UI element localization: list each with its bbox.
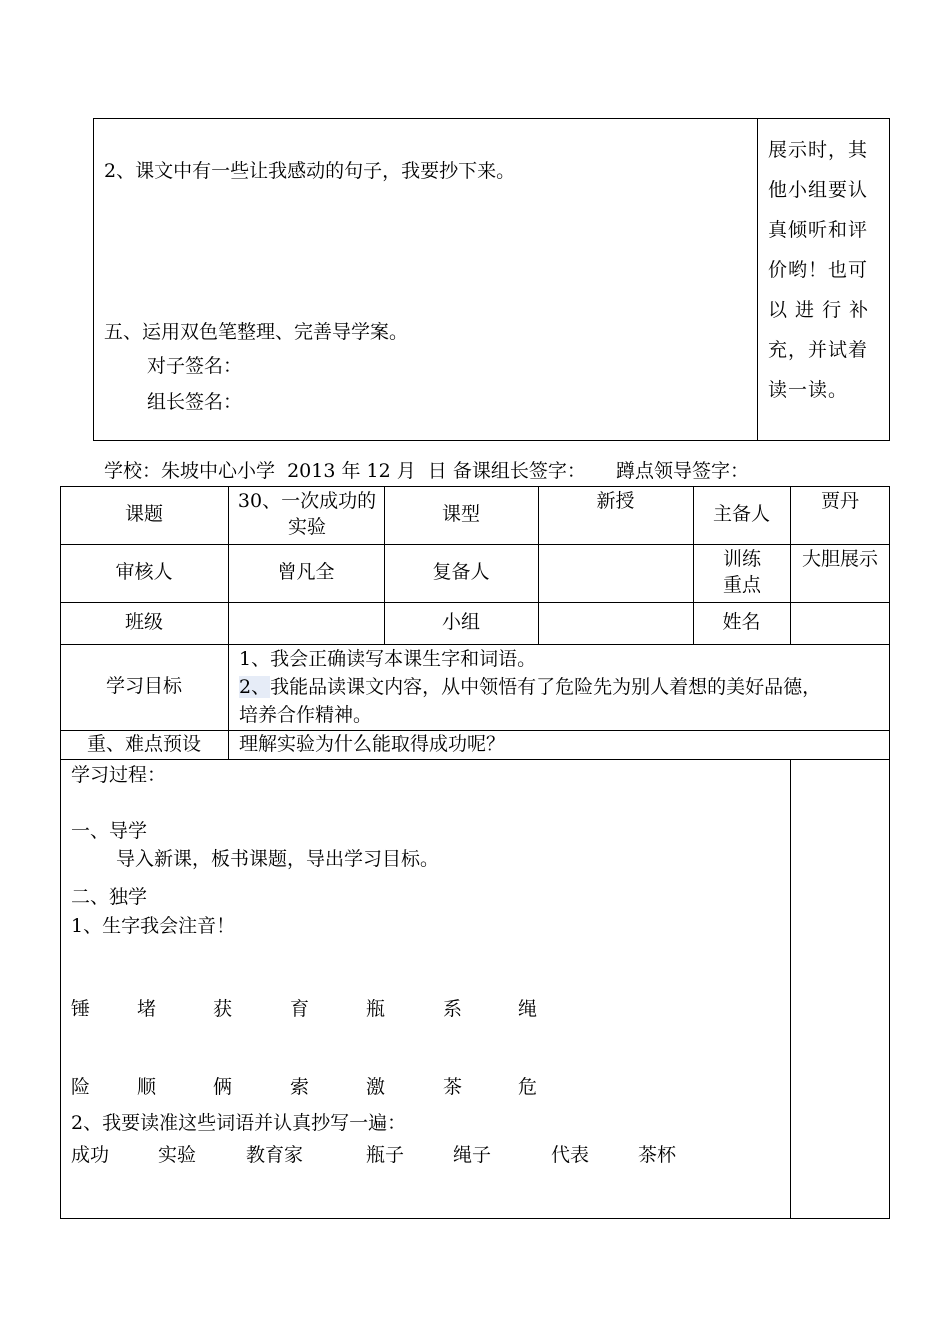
main-prep-label: 主备人 — [712, 503, 770, 526]
practice-item: 瓶子 — [366, 1144, 405, 1166]
topic-label: 课题 — [124, 503, 163, 526]
side-note-line: 以 进 行 补 — [768, 299, 870, 321]
practice-item: 茶 — [443, 1076, 463, 1098]
practice-item: 索 — [290, 1076, 310, 1098]
side-note-line: 真倾听和评 — [768, 219, 869, 241]
name-label: 姓名 — [722, 611, 761, 634]
side-note-line: 展示时，其 — [768, 139, 869, 161]
upper-section-divider — [757, 118, 758, 441]
difficulty-value: 理解实验为什么能取得成功呢？ — [239, 733, 506, 755]
side-note-line: 价哟！也可 — [768, 259, 869, 281]
type-value: 新授 — [596, 490, 635, 512]
class-value — [228, 602, 384, 644]
side-note-line: 读一读。 — [768, 379, 849, 401]
group-label: 小组 — [441, 611, 480, 634]
practice-item: 险 — [71, 1076, 91, 1098]
topic-value: 30、一次成功的实验 — [237, 490, 377, 538]
goals-label: 学习目标 — [105, 675, 182, 698]
practice-item: 教育家 — [246, 1144, 304, 1166]
practice-item: 瓶 — [366, 998, 386, 1020]
name-value — [790, 602, 890, 644]
focus-label: 训练重点 — [722, 548, 761, 596]
reviewer-value: 曾凡全 — [277, 561, 335, 584]
practice-item: 顺 — [137, 1076, 157, 1098]
process-side-line — [790, 759, 791, 1219]
practice-item: 系 — [443, 998, 463, 1020]
process-title: 学习过程： — [71, 764, 167, 786]
goal-2-text: 我能品读课文内容，从中领悟有了危险先为别人着想的美好品德， — [270, 676, 822, 698]
section-2-heading: 二、独学 — [71, 886, 148, 908]
practice-item: 锤 — [71, 998, 91, 1020]
practice-item: 危 — [518, 1076, 538, 1098]
practice-item: 绳 — [518, 998, 538, 1020]
group-value — [538, 602, 693, 644]
task-1: 1、生字我会注音！ — [71, 915, 236, 937]
type-label: 课型 — [441, 503, 480, 526]
pair-sign-label: 对子签名： — [147, 355, 243, 377]
upper-item-5: 五、运用双色笔整理、完善导学案。 — [104, 321, 409, 343]
practice-item: 绳子 — [453, 1144, 492, 1166]
upper-item-2: 2、课文中有一些让我感动的句子，我要抄下来。 — [104, 160, 516, 182]
main-prep-value: 贾丹 — [820, 490, 859, 512]
goal-1: 1、我会正确读写本课生字和词语。 — [239, 648, 537, 670]
practice-item: 茶杯 — [638, 1144, 677, 1166]
goal-2-continued: 培养合作精神。 — [239, 704, 373, 726]
side-note-line: 他小组要认 — [768, 179, 869, 201]
practice-item: 堵 — [137, 998, 157, 1020]
section-1-text: 导入新课，板书课题，导出学习目标。 — [116, 848, 440, 870]
leader-sign-label: 组长签名： — [147, 391, 243, 413]
goal-2-number: 2、 — [239, 676, 271, 698]
side-note-line: 充，并试着 — [768, 339, 869, 361]
reviewer-label: 审核人 — [115, 561, 173, 584]
practice-item: 成功 — [71, 1144, 110, 1166]
practice-item: 获 — [213, 998, 233, 1020]
practice-item: 育 — [290, 998, 310, 1020]
task-2: 2、我要读准这些词语并认真抄写一遍： — [71, 1112, 407, 1134]
practice-item: 俩 — [213, 1076, 233, 1098]
practice-item: 代表 — [551, 1144, 590, 1166]
co-prep-label: 复备人 — [432, 561, 490, 584]
difficulty-label: 重、难点预设 — [86, 732, 201, 755]
goal-2 — [239, 676, 821, 699]
row-line — [60, 759, 890, 760]
class-label: 班级 — [124, 611, 163, 634]
practice-item: 激 — [366, 1076, 386, 1098]
section-1-heading: 一、导学 — [71, 820, 148, 842]
school-header-line: 学校：朱坡中心小学 2013 年 12 月 日 备课组长签字： 蹲点领导签字： — [104, 460, 750, 482]
focus-value: 大胆展示 — [802, 548, 879, 570]
practice-item: 实验 — [158, 1144, 197, 1166]
co-prep-value — [538, 544, 693, 602]
